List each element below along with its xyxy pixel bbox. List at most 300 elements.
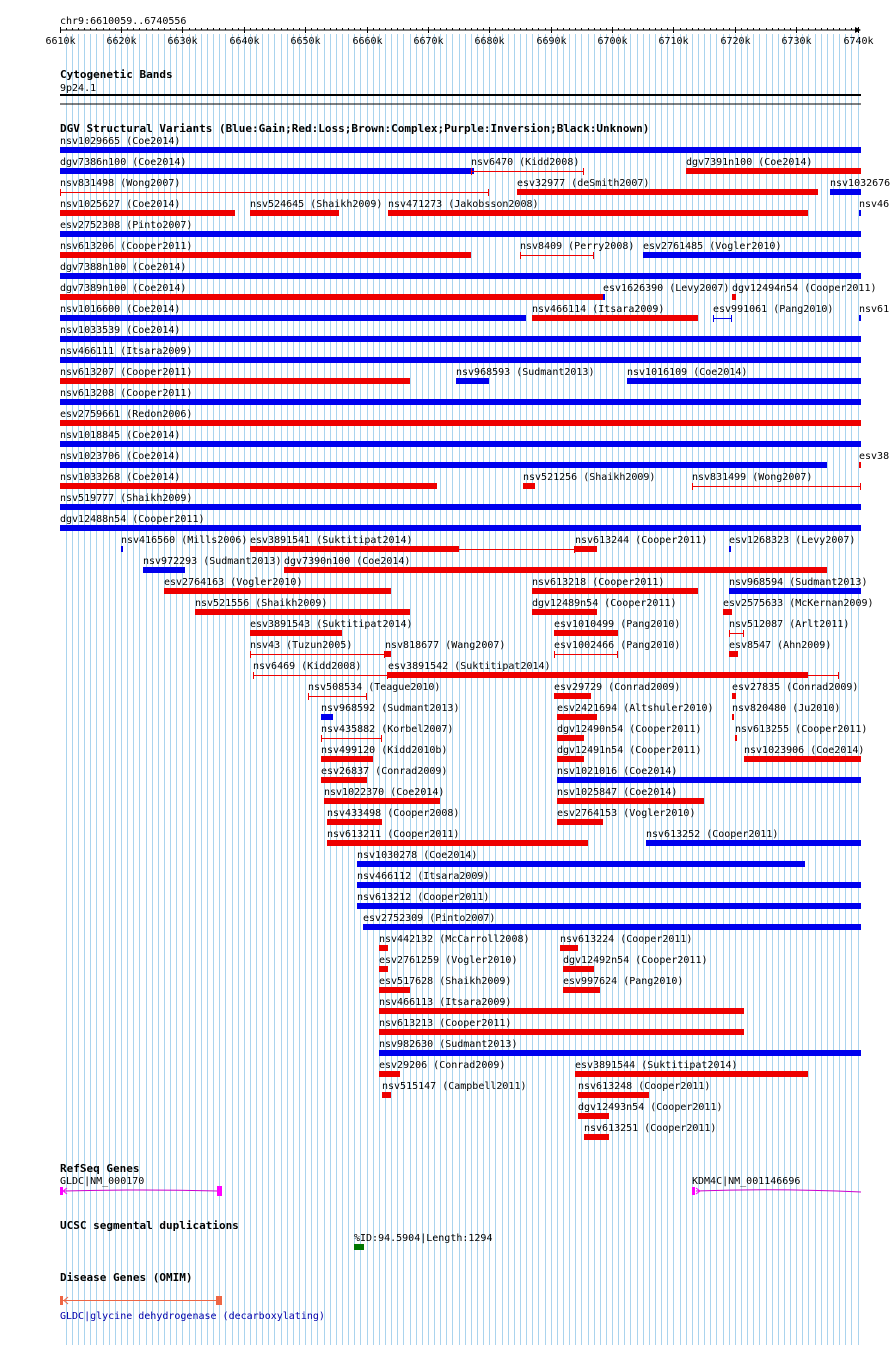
refseq-gene-label: GLDC|NM_000170 — [60, 1176, 145, 1187]
dgv-variant-label: nsv6469 (Kidd2008) — [253, 661, 362, 672]
dgv-variant-label: nsv613213 (Cooper2011) — [379, 1018, 512, 1029]
dgv-variant-label: nsv466112 (Itsara2009) — [357, 871, 490, 882]
dgv-variant-bar[interactable] — [584, 1134, 609, 1140]
dgv-variant-bar[interactable] — [554, 693, 591, 699]
dgv-variant[interactable] — [729, 640, 831, 657]
dgv-variant-label: nsv471273 (Jakobsson2008) — [388, 199, 539, 210]
dgv-variant-label: nsv1030278 (Coe2014) — [357, 850, 478, 861]
dgv-variant[interactable] — [60, 346, 861, 363]
dgv-variant-bar[interactable] — [532, 315, 698, 321]
dgv-variant[interactable] — [388, 199, 808, 216]
dgv-variant[interactable] — [735, 724, 867, 741]
dgv-variant[interactable] — [646, 829, 861, 846]
dgv-variant-bar[interactable] — [327, 840, 588, 846]
dgv-variant[interactable] — [557, 787, 704, 804]
dgv-variant[interactable] — [732, 703, 840, 720]
refseq-intron-line — [64, 1190, 218, 1191]
dgv-variant-bar[interactable] — [729, 546, 731, 552]
dgv-variant-bar[interactable] — [321, 756, 373, 762]
cytoband-track-title: Cytogenetic Bands — [60, 68, 173, 81]
dgv-variant-label: esv991061 (Pang2010) — [713, 304, 834, 315]
dgv-variant-bar[interactable] — [60, 483, 437, 489]
dgv-variant-bar[interactable] — [121, 546, 123, 552]
dgv-variant[interactable] — [379, 1039, 861, 1056]
dgv-variant-label: nsv613251 (Cooper2011) — [584, 1123, 717, 1134]
dgv-variant[interactable] — [859, 199, 889, 216]
dgv-variant-bar[interactable] — [744, 756, 861, 762]
dgv-variant-label: nsv613224 (Cooper2011) — [560, 934, 693, 945]
ruler-tick-label: 6710k — [658, 36, 689, 47]
dgv-track-title: DGV Structural Variants (Blue:Gain;Red:Loss;Brown:Complex;Purple:Inversion;Black:Unknown) — [60, 122, 650, 135]
dgv-variant-label: nsv831498 (Wong2007) — [60, 178, 181, 189]
dgv-variant-bar[interactable] — [250, 630, 342, 636]
dgv-variant-label: nsv466113 (Itsara2009) — [379, 997, 512, 1008]
omim-track-title: Disease Genes (OMIM) — [60, 1271, 193, 1284]
dgv-variant-bar[interactable] — [554, 630, 618, 636]
dgv-variant-label: dgv7388n100 (Coe2014) — [60, 262, 187, 273]
dgv-variant[interactable] — [164, 577, 391, 594]
dgv-variant-label: nsv524645 (Shaikh2009) — [250, 199, 383, 210]
dgv-variant[interactable] — [560, 934, 692, 951]
dgv-variant[interactable] — [557, 745, 702, 762]
dgv-variant-bar[interactable] — [456, 378, 489, 384]
dgv-variant[interactable] — [830, 178, 890, 195]
dgv-variant-bar[interactable] — [830, 189, 861, 195]
dgv-variant-bar[interactable] — [729, 588, 861, 594]
dgv-variant-label: nsv1033539 (Coe2014) — [60, 325, 181, 336]
dgv-variant-label: nsv466111 (Itsara2009) — [60, 346, 193, 357]
dgv-track — [60, 122, 890, 1140]
position-label: chr9:6610059..6740556 — [60, 16, 187, 27]
dgv-variant-label: nsv1023706 (Coe2014) — [60, 451, 181, 462]
dgv-variant-bar[interactable] — [532, 609, 597, 615]
dgv-variant[interactable] — [60, 136, 861, 153]
refseq-track — [60, 1162, 861, 1196]
dgv-variant-label: nsv613207 (Cooper2011) — [60, 367, 193, 378]
dgv-variant-label: esv1626390 (Levy2007) — [603, 283, 730, 294]
dgv-variant-label: nsv433498 (Cooper2008) — [327, 808, 460, 819]
dgv-variant[interactable] — [60, 262, 861, 279]
dgv-variant-bar[interactable] — [382, 1092, 391, 1098]
dgv-variant-label: esv26837 (Conrad2009) — [321, 766, 448, 777]
dgv-variant-bar[interactable] — [686, 168, 861, 174]
dgv-variant-bar[interactable] — [379, 1029, 744, 1035]
dgv-variant-bar[interactable] — [557, 777, 861, 783]
dgv-variant-bar[interactable] — [557, 756, 584, 762]
dgv-variant[interactable] — [388, 661, 839, 679]
dgv-variant-label: dgv7390n100 (Coe2014) — [284, 556, 411, 567]
dgv-variant-label: esv2752309 (Pinto2007) — [363, 913, 496, 924]
dgv-variant-bar[interactable] — [379, 987, 410, 993]
dgv-variant-label: nsv613206 (Cooper2011) — [60, 241, 193, 252]
dgv-variant-bar[interactable] — [379, 1008, 744, 1014]
ruler-tick-label: 6730k — [781, 36, 812, 47]
dgv-variant-bar[interactable] — [357, 903, 861, 909]
dgv-variant-label: esv32977 (deSmith2007) — [517, 178, 650, 189]
ruler-tick-label: 6680k — [474, 36, 505, 47]
dgv-variant-bar[interactable] — [859, 210, 861, 216]
dgv-variant-bar[interactable] — [557, 714, 597, 720]
dgv-variant-label: nsv613252 (Cooper2011) — [646, 829, 779, 840]
dgv-variant-bar[interactable] — [557, 819, 603, 825]
dgv-variant-label: esv1002466 (Pang2010) — [554, 640, 681, 651]
dgv-variant-bar[interactable] — [60, 420, 861, 426]
dgv-variant[interactable] — [60, 367, 410, 384]
dgv-variant-bar[interactable] — [523, 483, 535, 489]
dgv-variant-bar[interactable] — [557, 798, 704, 804]
dgv-variant[interactable] — [60, 430, 861, 447]
dgv-variant[interactable] — [575, 535, 707, 552]
dgv-variant-label: nsv613208 (Cooper2011) — [60, 388, 193, 399]
dgv-variant-bar[interactable] — [517, 189, 818, 195]
dgv-variant-bar[interactable] — [60, 315, 526, 321]
dgv-variant-bar[interactable] — [646, 840, 861, 846]
dgv-variant-label: nsv1025627 (Coe2014) — [60, 199, 181, 210]
dgv-variant-bar[interactable] — [560, 945, 578, 951]
refseq-gene-list — [60, 1176, 861, 1196]
dgv-variant-label: nsv968593 (Sudmant2013) — [456, 367, 595, 378]
dgv-variant[interactable] — [578, 1081, 710, 1098]
dgv-variant-label: dgv12488n54 (Cooper2011) — [60, 514, 205, 525]
ruler-tick-label: 6660k — [352, 36, 383, 47]
dgv-variant-bar[interactable] — [532, 588, 698, 594]
dgv-variant-label: nsv831499 (Wong2007) — [692, 472, 813, 483]
dgv-variant[interactable] — [250, 619, 413, 636]
dgv-variant[interactable] — [357, 871, 861, 888]
segdup-bar[interactable] — [354, 1244, 364, 1250]
dgv-variant-bar[interactable] — [284, 567, 827, 573]
dgv-variant-bar[interactable] — [379, 966, 388, 972]
dgv-variant[interactable] — [471, 157, 584, 175]
ruler-tick-label: 6670k — [413, 36, 444, 47]
dgv-variant[interactable] — [575, 1060, 808, 1077]
dgv-variant-bar[interactable] — [60, 441, 861, 447]
dgv-variant-label: esv2764163 (Vogler2010) — [164, 577, 303, 588]
dgv-variant-bar[interactable] — [321, 777, 367, 783]
dgv-variant-label: nsv46 — [859, 199, 890, 210]
dgv-variant-bar[interactable] — [324, 798, 440, 804]
dgv-variant-bar[interactable] — [60, 336, 861, 342]
dgv-variant-bar[interactable] — [60, 252, 471, 258]
dgv-variant-label: nsv466114 (Itsara2009) — [532, 304, 665, 315]
dgv-variant[interactable] — [60, 199, 235, 216]
dgv-variant-bar[interactable] — [729, 651, 738, 657]
dgv-variant[interactable] — [563, 955, 708, 972]
dgv-variant[interactable] — [692, 472, 861, 490]
dgv-variant-label: nsv1023906 (Coe2014) — [744, 745, 865, 756]
dgv-variant[interactable] — [324, 787, 444, 804]
dgv-variant-bar[interactable] — [627, 378, 861, 384]
dgv-variant-label: nsv43 (Tuzun2005) — [250, 640, 353, 651]
ruler-tick-label: 6690k — [536, 36, 567, 47]
dgv-variant[interactable] — [584, 1123, 716, 1140]
dgv-variant[interactable] — [60, 220, 861, 237]
dgv-variant-label: esv3891542 (Suktitipat2014) — [388, 661, 551, 672]
dgv-variant-label: esv2575633 (McKernan2009) — [723, 598, 874, 609]
dgv-variant-label: nsv521556 (Shaikh2009) — [195, 598, 328, 609]
dgv-variant-label: nsv442132 (McCarroll2008) — [379, 934, 530, 945]
dgv-variant-label: nsv820480 (Ju2010) — [732, 703, 841, 714]
dgv-variant-bar[interactable] — [379, 1071, 400, 1077]
segdup-track-title: UCSC segmental duplications — [60, 1219, 239, 1232]
refseq-exon — [217, 1186, 222, 1196]
dgv-variant-bar[interactable] — [723, 609, 732, 615]
dgv-variant-bar[interactable] — [379, 1050, 861, 1056]
dgv-variant[interactable] — [578, 1102, 723, 1119]
dgv-variant[interactable] — [379, 1060, 505, 1077]
dgv-variant-label: dgv7389n100 (Coe2014) — [60, 283, 187, 294]
dgv-variant-bar[interactable] — [732, 714, 734, 720]
dgv-variant-label: dgv7386n100 (Coe2014) — [60, 157, 187, 168]
dgv-variant-bar[interactable] — [578, 1113, 609, 1119]
refseq-gene-label: KDM4C|NM_001146696 — [692, 1176, 801, 1187]
dgv-variant-label: esv2761485 (Vogler2010) — [643, 241, 782, 252]
dgv-variant-bar[interactable] — [60, 273, 861, 279]
dgv-variant-label: nsv416560 (Mills2006) — [121, 535, 248, 546]
dgv-variant-bar[interactable] — [578, 1092, 649, 1098]
dgv-variant[interactable] — [60, 241, 471, 258]
dgv-variant-label: nsv6470 (Kidd2008) — [471, 157, 580, 168]
dgv-variant-label: nsv968592 (Sudmant2013) — [321, 703, 460, 714]
dgv-variant-bar[interactable] — [60, 399, 861, 405]
dgv-variant[interactable] — [557, 703, 714, 720]
ruler-tick-label: 6700k — [597, 36, 628, 47]
dgv-variant[interactable] — [627, 367, 861, 384]
dgv-variant-bar[interactable] — [250, 210, 339, 216]
dgv-variant-bar[interactable] — [859, 462, 861, 468]
dgv-variant-label: nsv1016109 (Coe2014) — [627, 367, 748, 378]
dgv-variant-label: esv2421694 (Altshuler2010) — [557, 703, 714, 714]
dgv-variant[interactable] — [723, 598, 874, 615]
dgv-variant-label: nsv515147 (Campbell2011) — [382, 1081, 527, 1092]
dgv-variant[interactable] — [195, 598, 410, 615]
dgv-variant-label: esv2752308 (Pinto2007) — [60, 220, 193, 231]
ruler-tick-label: 6620k — [106, 36, 137, 47]
dgv-variant-bar[interactable] — [321, 714, 333, 720]
dgv-variant-label: nsv1033268 (Coe2014) — [60, 472, 181, 483]
dgv-variant-label: nsv613255 (Cooper2011) — [735, 724, 868, 735]
ruler-tick-label: 6610k — [45, 36, 76, 47]
dgv-variant[interactable] — [60, 325, 861, 342]
ruler-tick-label: 6630k — [167, 36, 198, 47]
dgv-variant[interactable] — [60, 157, 474, 174]
dgv-variant-bar[interactable] — [385, 651, 391, 657]
dgv-variant-bar[interactable] — [557, 735, 584, 741]
dgv-variant-label: esv3891543 (Suktitipat2014) — [250, 619, 413, 630]
dgv-variant[interactable] — [60, 409, 861, 426]
omim-exon — [60, 1296, 63, 1305]
dgv-variant-label: nsv1016600 (Coe2014) — [60, 304, 181, 315]
segdup-track — [60, 1219, 492, 1250]
dgv-variant[interactable] — [686, 157, 861, 174]
dgv-variant-bar[interactable] — [363, 924, 861, 930]
dgv-variant[interactable] — [60, 451, 827, 468]
dgv-variant-label: nsv613212 (Cooper2011) — [357, 892, 490, 903]
dgv-variant-label: nsv982630 (Sudmant2013) — [379, 1039, 518, 1050]
cytoband-label: 9p24.1 — [60, 83, 97, 94]
dgv-variant-label: esv29206 (Conrad2009) — [379, 1060, 506, 1071]
dgv-variant[interactable] — [643, 241, 861, 258]
dgv-variant[interactable] — [60, 493, 861, 510]
ruler-tick-label: 6720k — [720, 36, 751, 47]
dgv-variant-label: nsv818677 (Wang2007) — [385, 640, 506, 651]
dgv-variant-label: nsv613218 (Cooper2011) — [532, 577, 665, 588]
dgv-variant-label: nsv972293 (Sudmant2013) — [143, 556, 282, 567]
dgv-variant[interactable] — [379, 934, 530, 951]
omim-track — [60, 1271, 325, 1322]
dgv-variant-bar[interactable] — [60, 504, 861, 510]
dgv-variant[interactable] — [729, 577, 867, 594]
dgv-variant-label: dgv7391n100 (Coe2014) — [686, 157, 813, 168]
dgv-variant[interactable] — [284, 556, 827, 573]
dgv-variant-label: nsv519777 (Shaikh2009) — [60, 493, 193, 504]
dgv-variant-bar[interactable] — [60, 357, 861, 363]
dgv-variant-bar[interactable] — [859, 315, 861, 321]
dgv-variant-label: esv517628 (Shaikh2009) — [379, 976, 512, 987]
dgv-variant[interactable] — [859, 304, 889, 321]
dgv-variant-label: esv27835 (Conrad2009) — [732, 682, 859, 693]
dgv-variant-bar[interactable] — [732, 693, 736, 699]
ruler-tick-label: 6640k — [229, 36, 260, 47]
dgv-variant-label: esv29729 (Conrad2009) — [554, 682, 681, 693]
dgv-variant-bar[interactable] — [388, 672, 808, 678]
dgv-variant-bar[interactable] — [732, 294, 736, 300]
refseq-gene[interactable] — [692, 1176, 861, 1195]
dgv-variant[interactable] — [250, 199, 382, 216]
omim-gene-label[interactable]: GLDC|glycine dehydrogenase (decarboxylating) — [60, 1311, 325, 1322]
dgv-variant[interactable] — [308, 682, 440, 700]
dgv-variant-label: nsv1022370 (Coe2014) — [324, 787, 445, 798]
dgv-variant[interactable] — [379, 955, 517, 972]
dgv-variant-bar[interactable] — [164, 588, 391, 594]
dgv-variant-bar[interactable] — [603, 294, 605, 300]
dgv-variant-bar[interactable] — [563, 987, 600, 993]
dgv-variant-label: esv2761259 (Vogler2010) — [379, 955, 518, 966]
dgv-variant[interactable] — [379, 1018, 744, 1035]
dgv-variant[interactable] — [357, 892, 861, 909]
dgv-variant-bar[interactable] — [60, 168, 474, 174]
dgv-variant-label: esv2759661 (Redon2006) — [60, 409, 193, 420]
refseq-track-title: RefSeq Genes — [60, 1162, 140, 1175]
dgv-variant-bar[interactable] — [60, 462, 827, 468]
ruler-tick-label: 6650k — [290, 36, 321, 47]
dgv-feature-list — [60, 136, 890, 1140]
dgv-variant-bar[interactable] — [357, 882, 861, 888]
dgv-variant-label: nsv499120 (Kidd2010b) — [321, 745, 448, 756]
dgv-variant-bar[interactable] — [60, 525, 861, 531]
dgv-variant[interactable] — [60, 472, 437, 489]
segdup-label: %ID:94.5904|Length:1294 — [354, 1233, 493, 1244]
dgv-variant-label: nsv1018845 (Coe2014) — [60, 430, 181, 441]
dgv-variant-label: esv2764153 (Vogler2010) — [557, 808, 696, 819]
dgv-variant-label: nsv968594 (Sudmant2013) — [729, 577, 868, 588]
dgv-variant-label: esv38 — [859, 451, 890, 462]
dgv-variant[interactable] — [60, 514, 861, 531]
dgv-variant[interactable] — [456, 367, 594, 384]
dgv-variant-bar[interactable] — [357, 861, 805, 867]
dgv-variant[interactable] — [60, 388, 861, 405]
dgv-variant-bar[interactable] — [60, 378, 410, 384]
dgv-variant-bar[interactable] — [388, 210, 808, 216]
dgv-variant-bar[interactable] — [60, 294, 603, 300]
cytoband-track — [60, 68, 861, 104]
dgv-variant-bar[interactable] — [195, 609, 410, 615]
dgv-variant[interactable] — [744, 745, 864, 762]
cytoband-bar[interactable] — [60, 94, 861, 96]
dgv-variant[interactable] — [523, 472, 655, 489]
dgv-variant[interactable] — [859, 451, 889, 468]
dgv-variant-bar[interactable] — [60, 231, 861, 237]
dgv-variant-bar[interactable] — [60, 210, 235, 216]
dgv-variant-bar[interactable] — [60, 147, 861, 153]
dgv-variant-label: nsv1029665 (Coe2014) — [60, 136, 181, 147]
dgv-variant-label: esv8547 (Ahn2009) — [729, 640, 832, 651]
omim-exon — [216, 1296, 222, 1305]
dgv-variant[interactable] — [379, 997, 744, 1014]
dgv-variant-label: dgv12493n54 (Cooper2011) — [578, 1102, 723, 1113]
dgv-variant[interactable] — [379, 976, 511, 993]
dgv-variant[interactable] — [321, 703, 459, 720]
dgv-variant-label: dgv12491n54 (Cooper2011) — [557, 745, 702, 756]
dgv-variant-label: nsv61 — [859, 304, 890, 315]
dgv-variant-label: dgv12494n54 (Cooper2011) — [732, 283, 877, 294]
dgv-variant[interactable] — [557, 808, 695, 825]
dgv-variant-label: nsv613248 (Cooper2011) — [578, 1081, 711, 1092]
dgv-variant-label: esv997624 (Pang2010) — [563, 976, 684, 987]
dgv-variant[interactable] — [532, 598, 677, 615]
dgv-variant-bar[interactable] — [250, 546, 459, 552]
dgv-variant-bar[interactable] — [575, 546, 597, 552]
dgv-variant-label: nsv8409 (Perry2008) — [520, 241, 635, 252]
dgv-variant-label: dgv12489n54 (Cooper2011) — [532, 598, 677, 609]
dgv-variant[interactable] — [557, 724, 702, 741]
dgv-variant-bar[interactable] — [563, 966, 594, 972]
dgv-variant-label: esv3891544 (Suktitipat2014) — [575, 1060, 738, 1071]
dgv-variant-label: nsv521256 (Shaikh2009) — [523, 472, 656, 483]
dgv-variant-bar[interactable] — [735, 735, 737, 741]
dgv-variant-label: nsv1021016 (Coe2014) — [557, 766, 678, 777]
refseq-exon — [692, 1187, 695, 1195]
dgv-variant-bar[interactable] — [643, 252, 861, 258]
dgv-variant-label: nsv613244 (Cooper2011) — [575, 535, 708, 546]
dgv-variant-bar[interactable] — [379, 945, 388, 951]
omim-feature-list — [60, 1296, 325, 1322]
dgv-variant[interactable] — [520, 241, 634, 259]
dgv-variant[interactable] — [143, 556, 281, 573]
dgv-variant-label: nsv508534 (Teague2010) — [308, 682, 441, 693]
omim-gene[interactable] — [60, 1296, 325, 1322]
dgv-variant[interactable] — [60, 283, 603, 300]
dgv-variant-label: esv1010499 (Pang2010) — [554, 619, 681, 630]
dgv-variant[interactable] — [327, 808, 459, 825]
ruler-tick-label: 6740k — [843, 36, 874, 47]
dgv-variant-label: nsv435882 (Korbel2007) — [321, 724, 454, 735]
dgv-variant-label: nsv613211 (Cooper2011) — [327, 829, 460, 840]
dgv-variant-label: nsv1032676 — [830, 178, 890, 189]
dgv-variant-label: nsv512087 (Arlt2011) — [729, 619, 850, 630]
dgv-variant-bar[interactable] — [143, 567, 185, 573]
dgv-variant-label: esv3891541 (Suktitipat2014) — [250, 535, 413, 546]
dgv-variant-label: dgv12492n54 (Cooper2011) — [563, 955, 708, 966]
dgv-variant[interactable] — [327, 829, 588, 846]
dgv-variant-bar[interactable] — [327, 819, 382, 825]
dgv-variant-bar[interactable] — [575, 1071, 808, 1077]
dgv-variant-label: nsv1025847 (Coe2014) — [557, 787, 678, 798]
dgv-variant-label: dgv12490n54 (Cooper2011) — [557, 724, 702, 735]
dgv-variant-label: esv1268323 (Levy2007) — [729, 535, 856, 546]
dgv-variant[interactable] — [563, 976, 683, 993]
dgv-variant[interactable] — [321, 724, 453, 742]
